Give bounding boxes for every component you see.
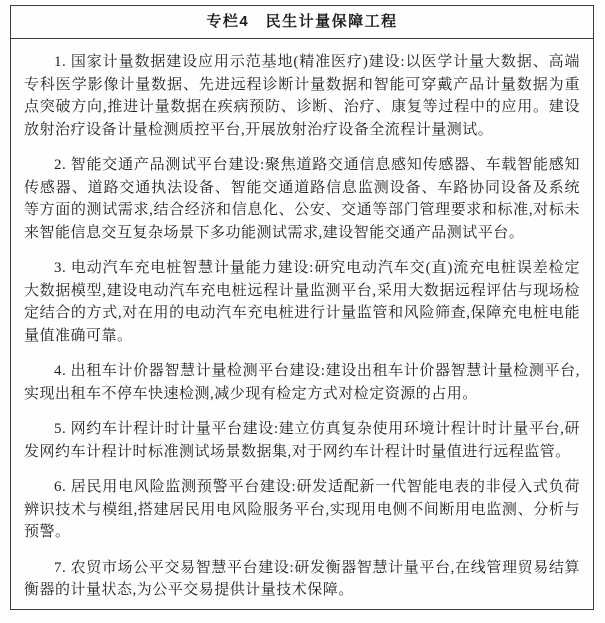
column-panel	[10, 5, 594, 610]
column-paragraph-2: 2. 智能交通产品测试平台建设:聚焦道路交通信息感知传感器、车载智能感知传感器、道路交通执法设备、智能交通道路信息监测设备、车路协同设备及系统等方面的测试需求,结合经济和信息化、公安、交通等部门管理要求和标准,对标未来智能信息交互复杂场景下多功能测试需求,建设智能交通产品测试平台。	[24, 157, 580, 241]
column-body	[11, 39, 593, 612]
column-paragraph-3: 3. 电动汽车充电桩智慧计量能力建设:研究电动汽车交(直)流充电桩误差检定大数据模型,建设电动汽车充电桩远程计量监测平台,采用大数据远程评估与现场检定结合的方式,对在用的电动汽车充电桩进行计量监管和风险筛查,保障充电桩电能量值准确可靠。	[24, 260, 580, 344]
column-paragraph-7: 7. 农贸市场公平交易智慧平台建设:研发衡器智慧计量平台,在线管理贸易结算衡器的计量状态,为公平交易提供计量技术保障。	[24, 559, 580, 598]
column-paragraph-4: 4. 出租车计价器智慧计量检测平台建设:建设出租车计价器智慧计量检测平台,实现出租车不停车快速检测,减少现有检定方式对检定资源的占用。	[24, 363, 580, 402]
column-paragraph-6: 6. 居民用电风险监测预警平台建设:研发适配新一代智能电表的非侵入式负荷辨识技术与模组,搭建居民用电风险服务平台,实现用电侧不间断用电监测、分析与预警。	[24, 479, 580, 540]
column-paragraph-1: 1. 国家计量数据建设应用示范基地(精准医疗)建设:以医学计量大数据、高端专科医学影像计量数据、先进远程诊断计量数据和智能可穿戴产品计量数据为重点突破方向,推进计量数据在疾病预防、诊断、治疗、康复等过程中的应用。建设放射治疗设备计量检测质控平台,开展放射治疗设备全流程计量测试。	[24, 54, 580, 138]
column-title: 专栏4 民生计量保障工程	[11, 6, 593, 39]
column-paragraph-5: 5. 网约车计程计时计量平台建设:建立仿真复杂使用环境计程计时计量平台,研发网约车计程计时标准测试场景数据集,对于网约车计程计时量值进行远程监管。	[24, 421, 580, 460]
